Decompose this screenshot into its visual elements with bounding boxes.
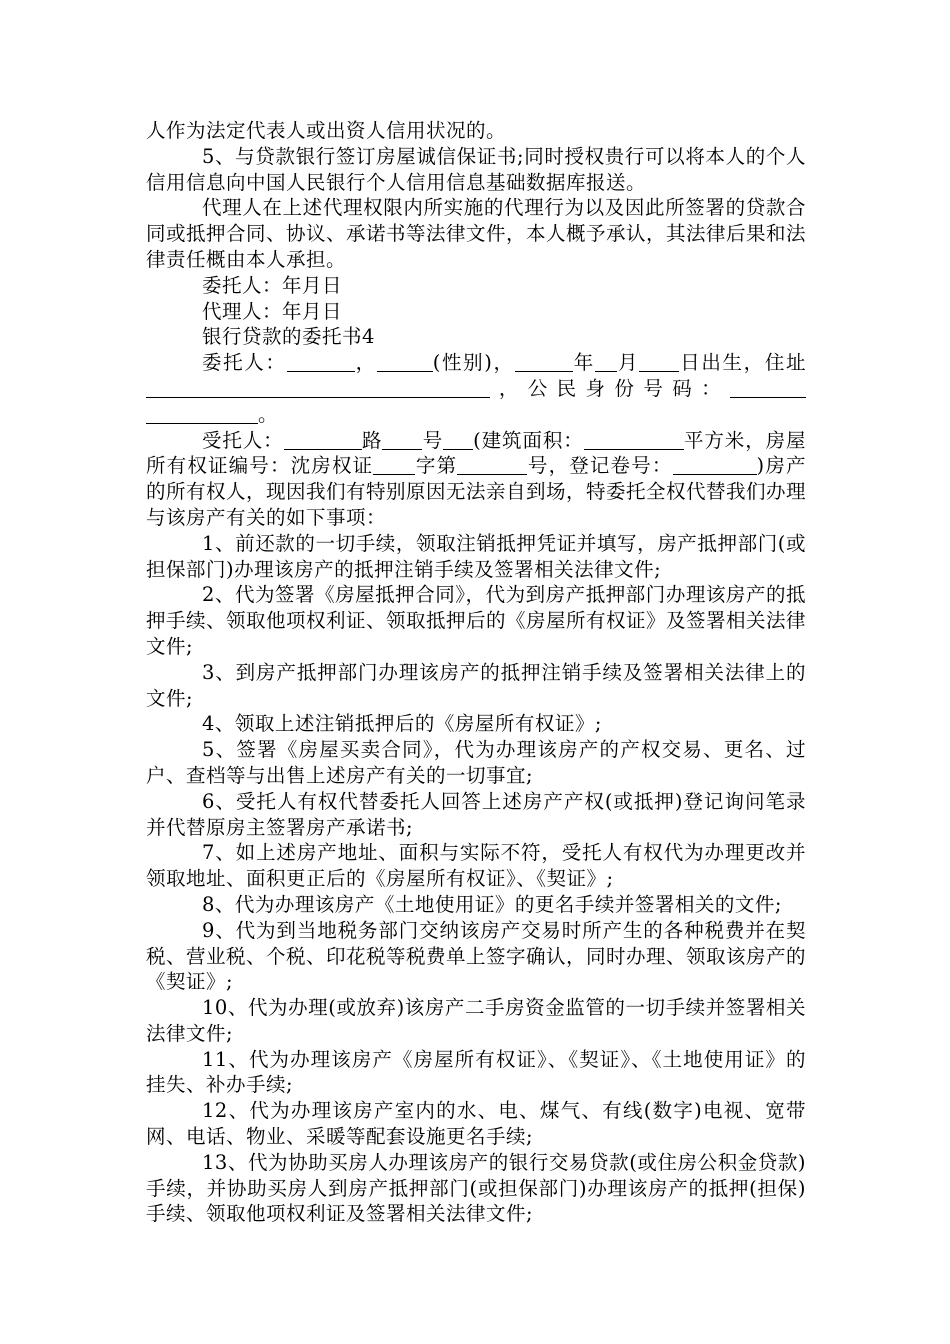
blank-id-2 — [146, 403, 258, 424]
blank-month — [595, 351, 617, 372]
blank-volume-1 — [673, 454, 715, 475]
text-area: (建筑面积： — [473, 428, 584, 452]
agent-sign-line: 代理人：年月日 — [202, 299, 343, 323]
text-sqm: 平方米， — [683, 428, 766, 452]
text-comma: ， — [354, 351, 377, 375]
text-birth: 日出生， — [679, 351, 765, 375]
blank-gender — [377, 351, 433, 372]
list-item: 9、代为到当地税务部门交纳该房产交易时所产生的各种税费并在契税、营业税、个税、印花税等税费单上签字确认，同时办理、领取该房产的《契证》; — [146, 918, 807, 994]
blank-volume-2 — [715, 454, 757, 475]
blank-area — [584, 429, 684, 450]
text-period: 。 — [258, 402, 279, 426]
blank-name — [287, 351, 355, 372]
principal-label: 委托人： — [202, 351, 287, 375]
text-id-number: ，公民身份号码： — [490, 376, 730, 400]
principal-info — [146, 350, 806, 427]
text-address: 住址 — [764, 351, 806, 375]
text-cert: 房屋所有权证编号：沈房权证 — [146, 428, 806, 478]
list-item: 4、领取上述注销抵押后的《房屋所有权证》; — [202, 712, 602, 736]
blank-year — [515, 351, 573, 372]
blank-number-2 — [443, 429, 473, 450]
text-year: 年 — [572, 351, 595, 375]
agent-info — [146, 428, 806, 531]
list-item: 8、代为办理该房产《土地使用证》的更名手续并签署相关的文件; — [202, 892, 782, 916]
document-body — [146, 118, 806, 1227]
text-number: 号 — [422, 428, 444, 452]
principal-sign-line: 委托人：年月日 — [202, 273, 343, 297]
paragraph-1: 人作为法定代表人或出资人信用状况的。 — [146, 119, 507, 142]
text-gender: (性别)， — [432, 351, 515, 375]
list-item: 7、如上述房产地址、面积与实际不符，受托人有权代为办理更改并领取地址、面积更正后的《房屋所有权证》、《契证》; — [146, 841, 806, 891]
list-item: 13、代为协助买房人办理该房产的银行交易贷款(或住房公积金贷款)手续，并协助买房人到房产抵押部门(或担保部门)办理该房产的抵押(担保)手续、领取他项权利证及签署相关法律文件; — [146, 1150, 806, 1226]
text-volume: 号，登记卷号： — [527, 454, 673, 478]
paragraph-2: 5、与贷款银行签订房屋诚信保证书;同时授权贵行可以将本人的个人信用信息向中国人民银行个人信用信息基础数据库报送。 — [146, 144, 806, 194]
agent-label: 受托人： — [202, 428, 284, 452]
text-road: 路 — [361, 428, 383, 452]
item-list — [146, 531, 806, 1228]
text-zi-di: 字第 — [415, 454, 458, 478]
list-item: 10、代为办理(或放弃)该房产二手房资金监管的一切手续并签署相关法律文件; — [146, 996, 806, 1045]
blank-address — [146, 377, 490, 398]
list-item: 1、前还款的一切手续，领取注销抵押凭证并填写，房产抵押部门(或担保部门)办理该房产的抵押注销手续及签署相关法律文件; — [146, 531, 806, 581]
list-item: 11、代为办理该房产《房屋所有权证》、《契证》、《土地使用证》的挂失、补办手续; — [146, 1047, 806, 1097]
list-item: 3、到房产抵押部门办理该房产的抵押注销手续及签署相关法律上的文件; — [146, 660, 806, 710]
blank-number — [382, 429, 422, 450]
text-owner-statement: )房产的所有权人，现因我们有特别原因无法亲自到场，特委托全权代替我们办理与该房产有关的如下事项： — [146, 454, 807, 529]
blank-day — [639, 351, 679, 372]
blank-road — [284, 429, 362, 450]
list-item: 6、受托人有权代替委托人回答上述房产产权(或抵押)登记询问笔录并代替原房主签署房产承诺书; — [146, 789, 806, 839]
section-title: 银行贷款的委托书4 — [202, 325, 375, 349]
list-item: 12、代为办理该房产室内的水、电、煤气、有线(数字)电视、宽带网、电话、物业、采暖等配套设施更名手续; — [146, 1099, 806, 1149]
list-item: 5、签署《房屋买卖合同》，代为办理该房产的产权交易、更名、过户、查档等与出售上述房产有关的一切事宜; — [146, 738, 806, 787]
blank-cert — [373, 454, 415, 475]
paragraph-3: 代理人在上述代理权限内所实施的代理行为以及因此所签署的贷款合同或抵押合同、协议、承诺书等法律文件，本人概予承认，其法律后果和法律责任概由本人承担。 — [146, 196, 807, 271]
text-month: 月 — [616, 351, 640, 375]
blank-id-1 — [730, 377, 806, 398]
blank-zi-di — [457, 454, 527, 475]
list-item: 2、代为签署《房屋抵押合同》，代为到房产抵押部门办理该房产的抵押手续、领取他项权利证、领取抵押后的《房屋所有权证》及签署相关法律文件; — [146, 583, 807, 658]
